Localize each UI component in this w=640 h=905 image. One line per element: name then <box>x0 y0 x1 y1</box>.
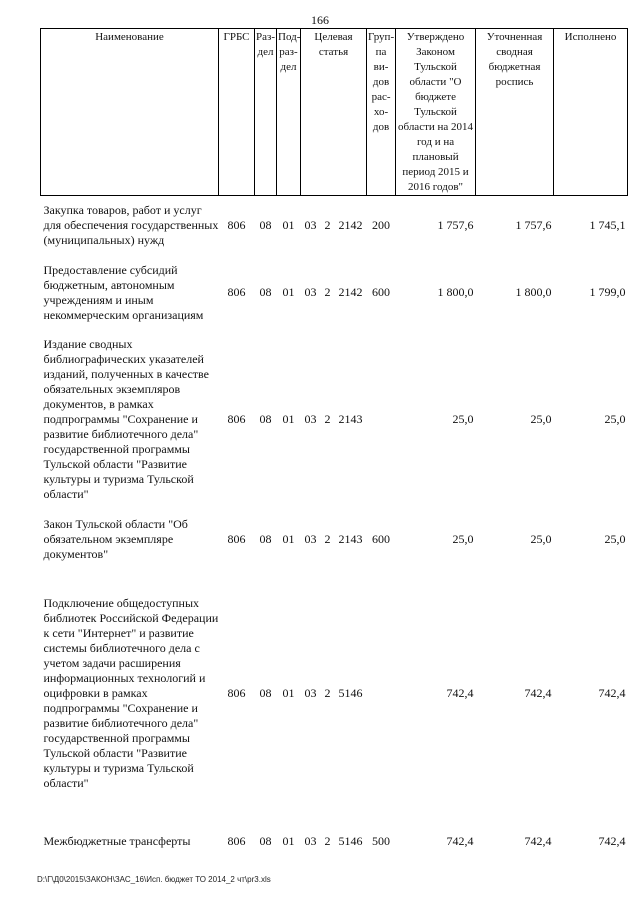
row-target-program: 03 <box>304 531 317 546</box>
row-approved: 742,4 <box>446 686 474 700</box>
table-row <box>41 196 628 256</box>
header-refined: Уточненная сводная бюджетная роспись <box>476 29 554 196</box>
row-name: Закон Тульской области "Об обязательном экземпляре документов" <box>43 516 188 561</box>
header-target: Целевая статья <box>301 29 367 196</box>
row-podrazdel: 01 <box>282 285 295 299</box>
row-razdel: 08 <box>259 285 272 299</box>
row-approved: 1 757,6 <box>437 218 474 233</box>
row-name: Закупка товаров, работ и услуг для обеспечения государственных (муниципальных) нужд <box>43 203 219 248</box>
row-approved: 1 800,0 <box>437 285 474 299</box>
table-body <box>41 196 628 864</box>
row-target-subprogram: 2 <box>324 833 331 848</box>
header-name: Наименование <box>41 29 219 196</box>
table-row <box>41 330 628 510</box>
row-podrazdel: 01 <box>282 531 295 546</box>
row-target-program: 03 <box>304 686 317 700</box>
row-target-code: 5146 <box>338 833 363 848</box>
row-podrazdel: 01 <box>282 412 295 426</box>
row-target-subprogram: 2 <box>324 412 331 426</box>
table-row <box>41 569 628 819</box>
row-razdel: 08 <box>259 412 272 426</box>
row-executed: 742,4 <box>598 686 626 700</box>
row-target-subprogram: 2 <box>324 218 331 233</box>
row-group: 500 <box>372 833 391 848</box>
row-approved: 742,4 <box>446 833 474 848</box>
header-executed: Исполнено <box>554 29 628 196</box>
page-number: 166 <box>311 13 329 27</box>
row-target-code: 5146 <box>338 686 363 700</box>
row-target-subprogram: 2 <box>324 686 331 700</box>
row-target-subprogram: 2 <box>324 531 331 546</box>
row-refined: 1 757,6 <box>515 218 552 233</box>
row-refined: 25,0 <box>530 412 552 426</box>
table-row <box>41 510 628 569</box>
row-refined: 25,0 <box>530 531 552 546</box>
row-refined: 742,4 <box>524 833 552 848</box>
row-target-code: 2143 <box>338 412 363 426</box>
table-header <box>41 29 628 196</box>
row-razdel: 08 <box>259 218 272 233</box>
row-podrazdel: 01 <box>282 218 295 233</box>
header-podrazdel: Под-раз-дел <box>277 29 301 196</box>
row-target-program: 03 <box>304 833 317 848</box>
budget-table <box>40 28 628 864</box>
row-group: 600 <box>372 285 391 299</box>
row-executed: 1 745,1 <box>589 218 626 233</box>
row-target-program: 03 <box>304 412 317 426</box>
row-approved: 25,0 <box>452 531 474 546</box>
header-grbs: ГРБС <box>219 29 255 196</box>
row-target-subprogram: 2 <box>324 285 331 299</box>
header-approved: Утверждено Законом Тульской области "О бюджете Тульской области на 2014 год и на плановый период 2015 и 2016 годов" <box>396 29 476 196</box>
row-name: Предоставление субсидий бюджетным, автономным учреждениям и иным некоммерческим организациям <box>43 262 204 322</box>
row-refined: 1 800,0 <box>515 285 552 299</box>
row-podrazdel: 01 <box>282 833 295 848</box>
row-razdel: 08 <box>259 531 272 546</box>
row-group: 600 <box>372 531 391 546</box>
table-row <box>41 819 628 864</box>
header-group: Груп-па ви-дов рас-хо-дов <box>367 29 396 196</box>
row-grbs: 806 <box>227 531 246 546</box>
row-razdel: 08 <box>259 686 272 700</box>
row-grbs: 806 <box>227 218 246 233</box>
row-grbs: 806 <box>227 412 246 426</box>
row-executed: 742,4 <box>598 833 626 848</box>
row-grbs: 806 <box>227 686 246 700</box>
row-refined: 742,4 <box>524 686 552 700</box>
row-name: Издание сводных библиографических указателей изданий, полученных в качестве обязательных экземпляров документов, в рамках подпрограммы "Сохранение и развитие библиотечного дела" государственной программы Тульской области "Развитие культуры и туризма Тульской области" <box>43 337 209 501</box>
row-target-code: 2142 <box>338 218 363 233</box>
header-razdel: Раз-дел <box>255 29 277 196</box>
footer-file-path: D:\Г\Д0\2015\ЗАКОН\ЗАС_16\Исп. бюджет ТО 2014_2 чт\pr3.xls <box>37 875 271 884</box>
row-group <box>367 330 396 510</box>
row-target-code: 2142 <box>338 285 363 299</box>
row-executed: 25,0 <box>604 531 626 546</box>
row-name: Подключение общедоступных библиотек Российской Федерации к сети "Интернет" и развитие системы библиотечного дела с учетом задачи расширения информационных технологий и оцифровки в рамках подпрограммы "Сохранение и развитие библиотечного дела" государственной программы Тульской области "Развитие культуры и туризма Тульской области" <box>43 596 219 790</box>
row-target-code: 2143 <box>338 531 363 546</box>
row-grbs: 806 <box>227 833 246 848</box>
row-podrazdel: 01 <box>282 686 295 700</box>
row-executed: 1 799,0 <box>589 285 626 299</box>
row-name: Межбюджетные трансферты <box>43 833 191 848</box>
row-razdel: 08 <box>259 833 272 848</box>
row-group: 200 <box>372 218 391 233</box>
row-group <box>367 569 396 819</box>
row-grbs: 806 <box>227 285 246 299</box>
table-row <box>41 256 628 330</box>
row-approved: 25,0 <box>452 412 474 426</box>
row-target-program: 03 <box>304 218 317 233</box>
row-executed: 25,0 <box>604 412 626 426</box>
row-target-program: 03 <box>304 285 317 299</box>
